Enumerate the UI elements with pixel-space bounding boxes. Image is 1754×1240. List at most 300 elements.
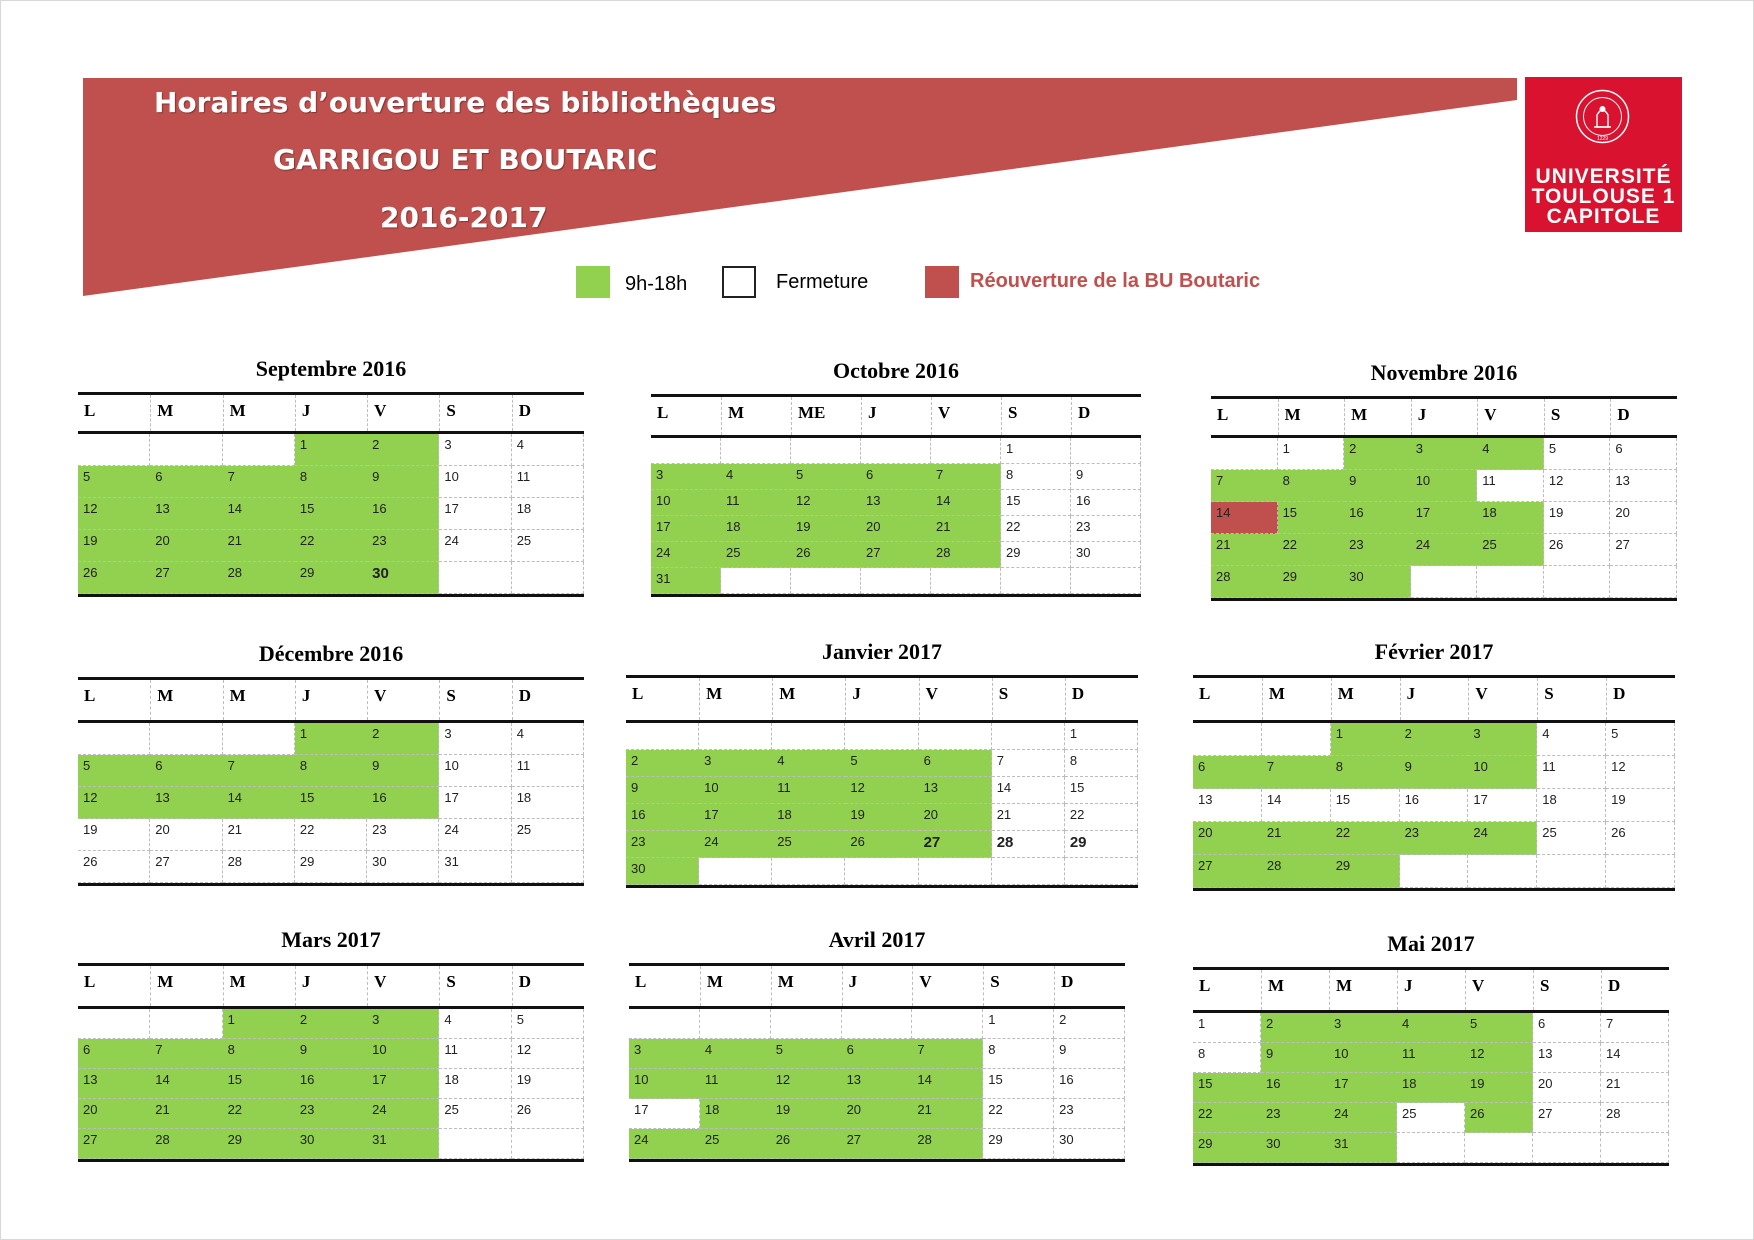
day-cell	[919, 858, 992, 885]
day-cell: 2	[295, 1009, 368, 1039]
day-cell: 19	[1465, 1073, 1533, 1103]
day-cell: 26	[78, 562, 151, 594]
day-cell: 13	[150, 787, 223, 819]
day-cell: 8	[295, 466, 368, 498]
legend-open-label: 9h-18h	[625, 273, 688, 295]
day-cell: 31	[1329, 1133, 1397, 1163]
day-cell: 26	[512, 1099, 584, 1129]
day-cell: 31	[367, 1129, 439, 1159]
day-cell: 9	[1400, 756, 1470, 789]
day-cell: 26	[1544, 534, 1611, 566]
day-cell: 5	[845, 750, 919, 777]
day-cell: 11	[1397, 1043, 1466, 1073]
day-cell	[845, 858, 918, 885]
weekday-header: S	[1001, 397, 1071, 435]
weekday-header: J	[295, 966, 367, 1006]
day-cell	[512, 851, 584, 883]
day-cell: 21	[150, 1099, 223, 1129]
day-cell	[772, 723, 845, 750]
day-cell: 21	[1601, 1073, 1669, 1103]
day-cell: 13	[919, 777, 992, 804]
day-cell: 15	[983, 1069, 1054, 1099]
day-cell: 24	[699, 831, 773, 858]
day-cell: 28	[992, 831, 1065, 858]
day-cell: 13	[861, 490, 932, 516]
day-cell: 16	[1071, 490, 1141, 516]
day-cell: 16	[367, 498, 439, 530]
day-cell: 16	[626, 804, 700, 831]
day-cell: 11	[1477, 470, 1544, 502]
day-cell: 28	[150, 1129, 223, 1159]
day-cell	[721, 438, 791, 464]
day-cell: 6	[150, 755, 223, 787]
day-cell: 17	[651, 516, 722, 542]
day-cell: 12	[78, 787, 151, 819]
weekday-header: M	[721, 397, 791, 435]
day-cell: 23	[367, 530, 439, 562]
day-cell: 5	[771, 1039, 843, 1069]
day-cell: 22	[1065, 804, 1138, 831]
day-cell: 10	[629, 1069, 701, 1099]
day-cell: 3	[439, 723, 511, 755]
day-cell: 2	[626, 750, 700, 777]
day-cell: 29	[1278, 566, 1346, 598]
day-cell: 23	[367, 819, 439, 851]
day-cell: 8	[1001, 464, 1071, 490]
day-cell: 26	[1465, 1103, 1533, 1133]
day-cell: 8	[983, 1039, 1054, 1069]
day-cell: 10	[699, 777, 773, 804]
day-cell: 14	[992, 777, 1065, 804]
day-cell	[1065, 858, 1138, 885]
day-cell: 17	[699, 804, 773, 831]
day-cell	[651, 438, 721, 464]
day-cell: 4	[1477, 438, 1544, 470]
day-cell: 13	[1193, 789, 1262, 822]
day-cell: 13	[842, 1069, 914, 1099]
day-cell: 26	[1606, 822, 1675, 855]
day-cell: 22	[1193, 1103, 1262, 1133]
day-cell: 4	[1397, 1013, 1466, 1043]
day-cell: 26	[78, 851, 150, 883]
day-cell: 22	[983, 1099, 1054, 1129]
day-cell: 27	[150, 851, 222, 883]
day-cell: 4	[772, 750, 846, 777]
day-cell	[1610, 566, 1677, 598]
weekday-header-row	[651, 394, 1141, 438]
weekday-header: L	[632, 684, 644, 703]
day-cell: 26	[791, 542, 862, 568]
day-cell: 5	[78, 466, 151, 498]
day-cell: 26	[845, 831, 919, 858]
day-cell: 9	[367, 755, 439, 787]
day-cell	[223, 723, 295, 755]
day-cell: 30	[295, 1129, 368, 1159]
day-cell: 17	[1411, 502, 1479, 534]
day-cell: 21	[992, 804, 1065, 831]
day-cell: 19	[845, 804, 919, 831]
day-cell: 22	[1331, 822, 1401, 855]
day-cell: 18	[439, 1069, 511, 1099]
weekday-header: L	[1199, 684, 1211, 703]
title-line-2: GARRIGOU ET BOUTARIC	[273, 143, 658, 176]
day-cell: 20	[1533, 1073, 1601, 1103]
day-cell: 11	[772, 777, 846, 804]
weekday-header: J	[295, 395, 367, 431]
day-cell: 23	[1071, 516, 1141, 542]
day-cell: 7	[1262, 756, 1332, 789]
day-cell: 2	[1400, 723, 1470, 756]
weekday-header: M	[771, 966, 842, 1006]
weekday-header: V	[931, 397, 1001, 435]
day-cell	[700, 1009, 771, 1039]
weekday-header: S	[992, 678, 1065, 720]
day-cell: 16	[295, 1069, 368, 1099]
weekday-header: L	[1199, 976, 1211, 995]
weekday-header: J	[845, 678, 918, 720]
day-cell	[1071, 568, 1141, 594]
day-cell: 17	[629, 1099, 700, 1129]
day-cell: 7	[223, 466, 296, 498]
day-cell: 30	[1261, 1133, 1330, 1163]
month-title: Avril 2017	[828, 927, 926, 952]
day-cell: 30	[626, 858, 699, 885]
day-cell: 21	[931, 516, 1001, 542]
day-cell: 7	[1601, 1013, 1669, 1043]
day-cell: 10	[367, 1039, 439, 1069]
day-cell: 5	[791, 464, 862, 490]
day-cell: 22	[1001, 516, 1071, 542]
weekday-header: L	[84, 401, 96, 420]
month-title: Février 2017	[1374, 639, 1494, 664]
day-cell: 1	[1278, 438, 1345, 470]
day-cell: 30	[367, 562, 439, 594]
day-cell: 12	[512, 1039, 584, 1069]
weekday-header-row	[1193, 675, 1675, 723]
title-line-3: 2016-2017	[380, 201, 548, 234]
weekday-header: S	[1533, 970, 1601, 1010]
weekday-header-row	[626, 675, 1138, 723]
day-cell: 12	[1465, 1043, 1533, 1073]
weekday-header: M	[1329, 970, 1397, 1010]
day-cell: 8	[223, 1039, 296, 1069]
day-cell	[150, 723, 222, 755]
svg-text:1229: 1229	[1596, 136, 1609, 142]
day-cell: 13	[78, 1069, 151, 1099]
day-cell: 1	[1193, 1013, 1261, 1043]
day-cell: 12	[771, 1069, 843, 1099]
day-cell: 4	[512, 723, 584, 755]
day-cell: 16	[1400, 789, 1469, 822]
day-cell	[1397, 1133, 1465, 1163]
weekday-header: V	[367, 966, 439, 1006]
day-cell: 6	[1533, 1013, 1601, 1043]
legend-reopen-label: Réouverture de la BU Boutaric	[970, 270, 1261, 292]
day-cell	[912, 1009, 983, 1039]
weekday-header: D	[1610, 399, 1677, 435]
day-cell	[791, 568, 861, 594]
title-line-1: Horaires d’ouverture des bibliothèques	[154, 86, 777, 119]
day-cell: 14	[223, 498, 296, 530]
day-cell: 25	[1397, 1103, 1465, 1133]
day-cell: 9	[1054, 1039, 1125, 1069]
day-cell: 6	[919, 750, 992, 777]
weekday-header: L	[635, 972, 647, 991]
weekday-header: L	[1217, 405, 1229, 424]
day-cell: 16	[1054, 1069, 1125, 1099]
day-cell	[842, 1009, 913, 1039]
weekday-header: V	[367, 680, 439, 720]
weekday-header: J	[1411, 399, 1478, 435]
day-cell: 11	[439, 1039, 511, 1069]
day-cell	[1465, 1133, 1533, 1163]
day-cell	[1400, 855, 1469, 888]
day-cell: 25	[721, 542, 792, 568]
day-cell: 17	[1468, 789, 1537, 822]
day-cell: 1	[1331, 723, 1401, 756]
day-cell: 24	[439, 819, 511, 851]
day-cell: 4	[721, 464, 792, 490]
day-cell	[150, 1009, 222, 1039]
weekday-header: S	[439, 680, 511, 720]
day-cell: 21	[1211, 534, 1279, 566]
day-cell: 17	[367, 1069, 439, 1099]
month-title: Décembre 2016	[258, 641, 404, 666]
day-cell: 25	[512, 819, 584, 851]
day-cell: 16	[1344, 502, 1412, 534]
day-cell	[772, 858, 845, 885]
logo-line-1: UNIVERSITÉ	[1535, 165, 1672, 188]
day-cell: 14	[1601, 1043, 1669, 1073]
day-cell: 29	[1065, 831, 1138, 858]
day-grid	[78, 434, 584, 597]
month-title: Septembre 2016	[255, 356, 407, 381]
day-cell: 1	[295, 723, 368, 755]
day-cell: 5	[78, 755, 151, 787]
day-cell: 19	[1606, 789, 1675, 822]
month-title: Mai 2017	[1387, 931, 1475, 956]
day-cell: 8	[1278, 470, 1346, 502]
day-cell	[1468, 855, 1537, 888]
day-cell	[721, 568, 791, 594]
day-cell: 20	[1610, 502, 1677, 534]
university-seal-icon	[1575, 89, 1630, 144]
legend-reopen-swatch	[925, 266, 959, 298]
weekday-header: M	[1262, 678, 1331, 720]
day-cell: 7	[150, 1039, 223, 1069]
day-cell: 25	[772, 831, 846, 858]
day-cell: 16	[367, 787, 439, 819]
day-cell	[512, 562, 584, 594]
day-cell: 6	[150, 466, 223, 498]
day-cell: 3	[699, 750, 773, 777]
day-cell: 23	[295, 1099, 368, 1129]
day-cell	[1601, 1133, 1669, 1163]
weekday-header: M	[1344, 399, 1411, 435]
day-cell: 23	[1054, 1099, 1125, 1129]
day-cell: 2	[1261, 1013, 1330, 1043]
day-cell: 25	[1537, 822, 1606, 855]
day-cell: 27	[861, 542, 932, 568]
weekday-header: V	[912, 966, 983, 1006]
day-cell: 27	[919, 831, 992, 858]
day-cell: 14	[1262, 789, 1331, 822]
day-cell: 1	[1001, 438, 1071, 464]
day-cell: 15	[295, 498, 368, 530]
day-cell: 19	[771, 1099, 843, 1129]
day-cell: 8	[1065, 750, 1138, 777]
day-cell: 2	[1054, 1009, 1125, 1039]
day-cell: 18	[1477, 502, 1544, 534]
day-cell: 27	[150, 562, 223, 594]
day-cell: 3	[1411, 438, 1479, 470]
day-cell: 12	[1606, 756, 1675, 789]
weekday-header: M	[772, 678, 845, 720]
legend-closed-label: Fermeture	[776, 271, 869, 293]
day-cell: 24	[629, 1129, 701, 1159]
day-cell	[1477, 566, 1544, 598]
day-cell: 20	[150, 530, 223, 562]
day-cell: 28	[1262, 855, 1332, 888]
day-cell: 10	[1468, 756, 1537, 789]
day-cell: 30	[1054, 1129, 1125, 1159]
day-cell	[1411, 566, 1478, 598]
day-cell: 3	[439, 434, 511, 466]
weekday-header: S	[983, 966, 1054, 1006]
day-cell	[861, 568, 931, 594]
logo-line-3: CAPITOLE	[1546, 205, 1661, 228]
day-cell: 11	[512, 466, 584, 498]
day-cell: 22	[223, 1099, 296, 1129]
day-cell: 7	[1211, 470, 1279, 502]
day-cell: 30	[1344, 566, 1411, 598]
day-cell: 12	[1544, 470, 1611, 502]
day-cell: 23	[1344, 534, 1412, 566]
weekday-header: S	[439, 966, 511, 1006]
weekday-header: M	[1278, 399, 1345, 435]
day-cell	[931, 568, 1001, 594]
day-cell: 5	[512, 1009, 584, 1039]
day-cell	[626, 723, 699, 750]
day-cell	[78, 1009, 150, 1039]
day-cell: 3	[1468, 723, 1537, 756]
weekday-header: M	[223, 680, 295, 720]
weekday-header: D	[1606, 678, 1675, 720]
day-cell	[439, 1129, 511, 1159]
day-cell: 10	[1411, 470, 1478, 502]
day-cell: 20	[842, 1099, 914, 1129]
day-cell	[919, 723, 992, 750]
day-cell	[1606, 855, 1675, 888]
day-cell: 14	[931, 490, 1001, 516]
day-grid	[651, 438, 1141, 597]
day-cell: 25	[439, 1099, 511, 1129]
weekday-header: V	[919, 678, 992, 720]
day-cell: 29	[983, 1129, 1054, 1159]
day-cell: 8	[1331, 756, 1401, 789]
day-cell	[861, 438, 931, 464]
day-cell: 19	[512, 1069, 584, 1099]
weekday-header: M	[223, 395, 295, 431]
day-cell	[699, 858, 772, 885]
day-cell: 14	[223, 787, 296, 819]
day-cell	[1544, 566, 1611, 598]
day-cell: 12	[78, 498, 151, 530]
day-cell: 14	[1211, 502, 1278, 534]
day-cell: 21	[1262, 822, 1332, 855]
day-cell: 4	[439, 1009, 511, 1039]
day-cell	[1533, 1133, 1601, 1163]
day-cell: 8	[295, 755, 368, 787]
day-cell: 3	[629, 1039, 701, 1069]
weekday-header: D	[1054, 966, 1125, 1006]
weekday-header-row	[1211, 396, 1677, 438]
day-cell: 12	[845, 777, 919, 804]
day-cell: 4	[512, 434, 584, 466]
day-cell	[1537, 855, 1606, 888]
day-cell: 9	[1071, 464, 1141, 490]
day-cell	[78, 723, 150, 755]
weekday-header: V	[1477, 399, 1544, 435]
day-cell	[150, 434, 222, 466]
day-cell	[845, 723, 918, 750]
day-cell: 18	[721, 516, 792, 542]
day-cell: 15	[1278, 502, 1346, 534]
weekday-header: D	[1601, 970, 1669, 1010]
day-cell	[1193, 723, 1262, 756]
weekday-header: S	[439, 395, 511, 431]
weekday-header: V	[367, 395, 439, 431]
day-grid	[78, 1009, 584, 1162]
day-cell: 10	[439, 755, 511, 787]
day-cell: 5	[1544, 438, 1611, 470]
day-cell: 11	[512, 755, 584, 787]
day-grid	[1193, 1013, 1669, 1166]
weekday-header-row	[78, 963, 584, 1009]
day-cell: 1	[223, 1009, 296, 1039]
day-cell: 29	[295, 851, 367, 883]
day-cell: 18	[1537, 789, 1606, 822]
weekday-header: S	[1537, 678, 1606, 720]
day-cell: 9	[626, 777, 700, 804]
day-grid	[626, 723, 1138, 888]
weekday-header: M	[1331, 678, 1400, 720]
day-cell: 22	[295, 530, 368, 562]
day-cell: 25	[700, 1129, 772, 1159]
logo-line-2: TOULOUSE 1	[1531, 185, 1676, 208]
day-cell: 28	[223, 851, 295, 883]
day-grid	[78, 723, 584, 886]
weekday-header: D	[512, 966, 584, 1006]
day-cell: 15	[1065, 777, 1138, 804]
weekday-header: M	[699, 678, 772, 720]
day-cell: 27	[78, 1129, 151, 1159]
day-cell: 14	[912, 1069, 983, 1099]
day-cell: 9	[1261, 1043, 1330, 1073]
weekday-header: D	[512, 395, 584, 431]
weekday-header: J	[842, 966, 913, 1006]
day-cell: 1	[983, 1009, 1054, 1039]
month-title: Mars 2017	[281, 927, 381, 952]
day-cell: 18	[512, 498, 584, 530]
day-cell: 15	[1001, 490, 1071, 516]
day-cell: 23	[1261, 1103, 1330, 1133]
day-cell: 31	[439, 851, 511, 883]
day-cell: 3	[651, 464, 722, 490]
day-cell: 13	[1533, 1043, 1601, 1073]
weekday-header-row	[78, 392, 584, 434]
day-cell	[1071, 438, 1141, 464]
